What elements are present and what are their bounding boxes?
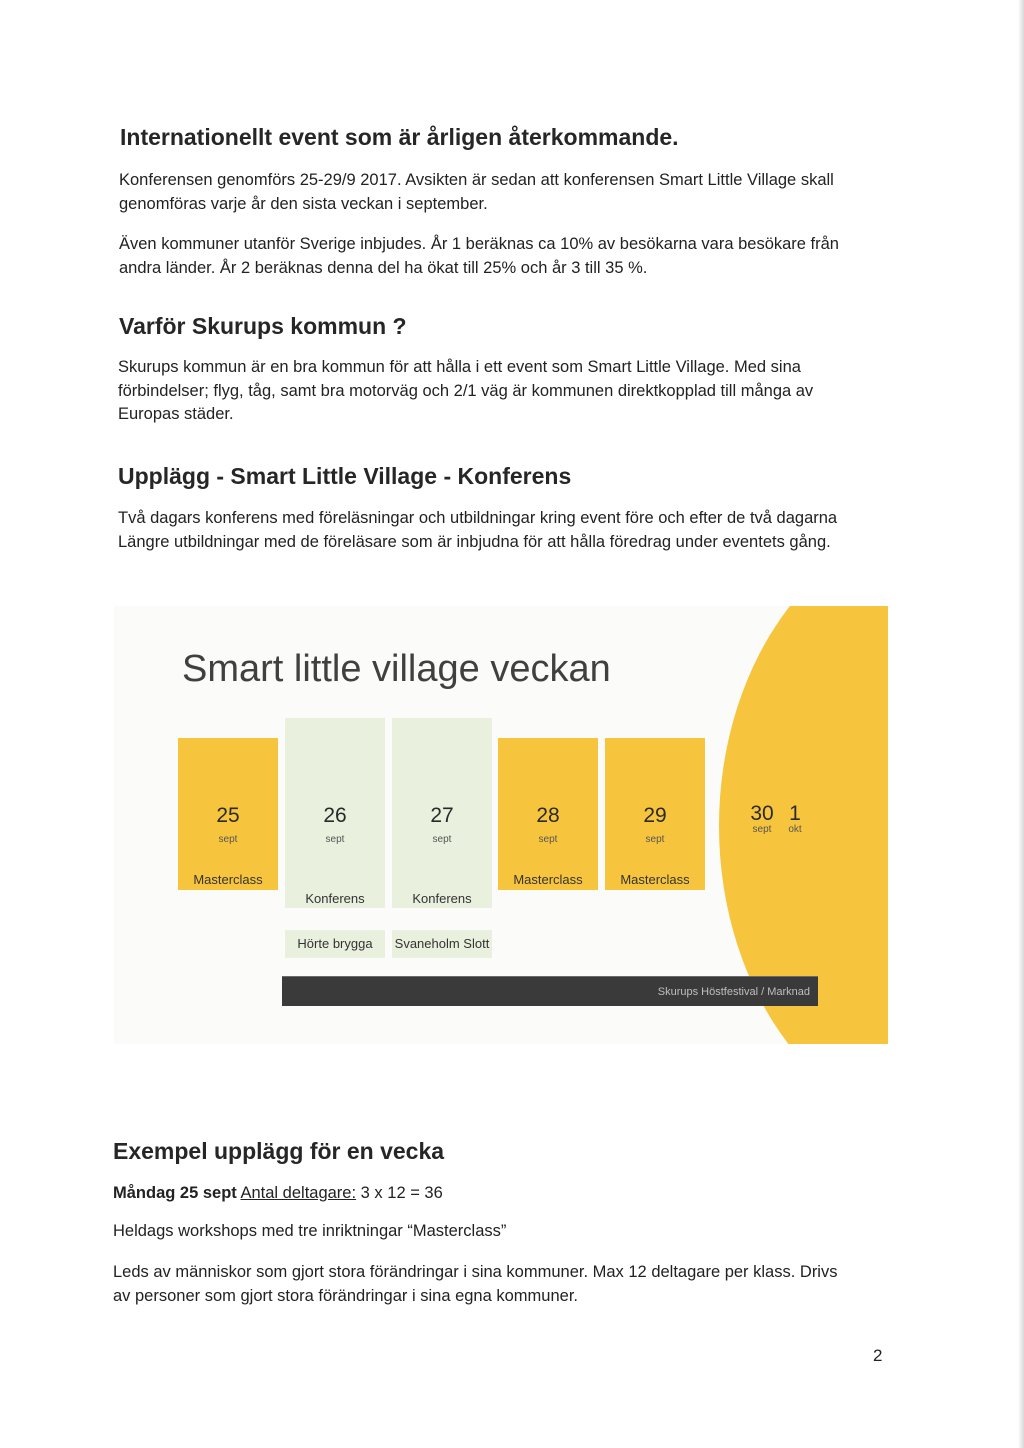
paragraph-setup-line1: Två dagars konferens med föreläsningar och utbildningar kring event före och efter de två dagarna (118, 509, 838, 527)
day-card-28 (498, 738, 598, 890)
venue-label-27: Svaneholm Slott (392, 930, 492, 958)
heading-international: Internationellt event som är årligen återkommande. (120, 124, 679, 150)
timeline-title: Smart little village veckan (182, 648, 611, 690)
paragraph-why-skurup: Skurups kommun är en bra kommun för att hålla i ett event som Smart Little Village. Med sina förbindelser; flyg, tåg, samt bra motorväg och 2/1 väg är kommunen direktkopplad till många av Europas städer. (118, 358, 814, 423)
day-month-1: okt (788, 824, 802, 835)
day-month: sept (432, 834, 452, 845)
day-card-29 (605, 738, 705, 890)
day-activity: Masterclass (513, 872, 583, 887)
participants-calc: 3 x 12 = 36 (360, 1184, 443, 1202)
day-activity: Masterclass (193, 872, 263, 887)
day-month: sept (645, 834, 665, 845)
page-edge (1018, 0, 1024, 1448)
festival-bar: Skurups Höstfestival / Marknad (282, 976, 818, 1006)
venue-label-26: Hörte brygga (285, 930, 385, 958)
paragraph-monday (113, 1182, 873, 1206)
day-number: 26 (323, 804, 347, 827)
participants-label: Antal deltagare: (240, 1184, 357, 1202)
day-card-27 (392, 718, 492, 908)
day-month: sept (538, 834, 558, 845)
heading-example-week: Exempel upplägg för en vecka (113, 1138, 445, 1164)
page-number: 2 (873, 1346, 883, 1365)
paragraph-leaders-line2: av personer som gjort stora förändringar i sina egna kommuner. (113, 1287, 578, 1305)
day-number: 25 (216, 804, 240, 827)
day-activity: Konferens (412, 891, 472, 906)
monday-label: Måndag 25 sept (113, 1184, 237, 1202)
day-month-30: sept (752, 824, 772, 835)
day-activity: Konferens (305, 891, 365, 906)
heading-why-skurup: Varför Skurups kommun ? (119, 313, 407, 339)
day-activity: Masterclass (620, 872, 690, 887)
day-number-1: 1 (789, 802, 801, 825)
day-month: sept (325, 834, 345, 845)
day-number: 27 (430, 804, 454, 827)
day-card-25 (178, 738, 278, 890)
day-month: sept (218, 834, 238, 845)
day-card-26 (285, 718, 385, 908)
week-timeline-figure (114, 606, 888, 1044)
paragraph-setup-line2: Längre utbildningar med de föreläsare som är inbjudna för att hålla föredrag under eventets gång. (118, 533, 831, 551)
paragraph-conference-dates: Konferensen genomförs 25-29/9 2017. Avsikten är sedan att konferensen Smart Little Village skall genomföras varje år den sista veckan i september. (119, 171, 834, 213)
heading-setup: Upplägg - Smart Little Village - Konferens (118, 463, 572, 489)
paragraph-foreign-visitors: Även kommuner utanför Sverige inbjudes. År 1 beräknas ca 10% av besökarna vara besökare från andra länder. År 2 beräknas denna del ha ökat till 25% och år 3 till 35 %. (119, 235, 839, 277)
day-number-30: 30 (750, 802, 774, 825)
day-number: 28 (536, 804, 560, 827)
day-number: 29 (643, 804, 667, 827)
paragraph-leaders-line1: Leds av människor som gjort stora förändringar i sina kommuner. Max 12 deltagare per klass. Drivs (113, 1263, 838, 1281)
paragraph-workshops: Heldags workshops med tre inriktningar “Masterclass” (113, 1222, 507, 1240)
